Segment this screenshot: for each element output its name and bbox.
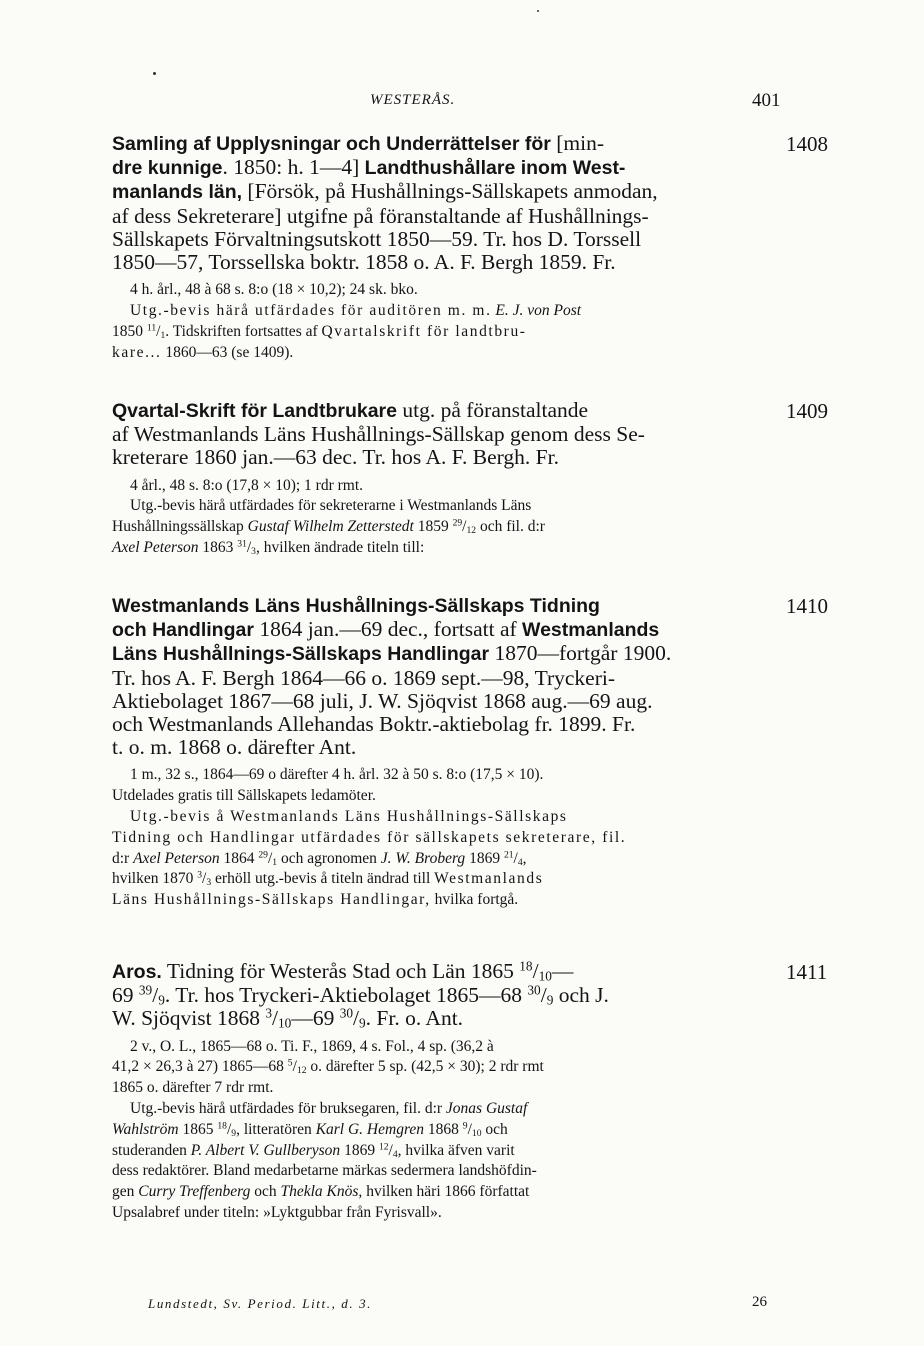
- text-line: Samling af Upplysningar och Underrättelser för [min-: [112, 131, 604, 155]
- text-line: manlands län, [Försök, på Hushållnings-Sällskapets anmodan,: [112, 179, 658, 204]
- note-line: Utg.-bevis härå utfärdades för sekreterarne i Westmanlands Läns: [130, 497, 532, 515]
- note-line: 1865 o. därefter 7 rdr rmt.: [112, 1079, 274, 1097]
- text-line: och Handlingar 1864 jan.—69 dec., fortsatt af Westmanlands: [112, 617, 660, 642]
- signature-mark: 26: [752, 1294, 767, 1310]
- note-line: 41,2 × 26,3 à 27) 1865—68 $^5/_{12}$ o. därefter 5 sp. (42,5 × 30); 2 rdr rmt: [112, 1058, 544, 1077]
- text-line: 69 $^{39}/_9$. Tr. hos Tryckeri-Aktiebolaget 1865—68 $^{30}/_9$ och J.: [112, 982, 609, 1008]
- print-speck: [537, 10, 539, 12]
- note-line: Tidning och Handlingar utfärdades för sällskapets sekreterare, fil.: [112, 828, 627, 846]
- page-number: 401: [752, 90, 781, 111]
- text-line: Aktiebolaget 1867—68 juli, J. W. Sjöqvist 1868 aug.—69 aug.: [112, 688, 653, 713]
- entry-1410: [112, 594, 780, 911]
- text-line: Aros. Tidning för Westerås Stad och Län 1865 $^{18}/_{10}—$: [112, 958, 574, 984]
- note-line: 2 v., O. L., 1865—68 o. Ti. F., 1869, 4 s. Fol., 4 sp. (36,2 à: [130, 1037, 494, 1055]
- note-line: studeranden P. Albert V. Gullberyson 1869 $^{12}/_4$, hvilka äfven varit: [112, 1141, 515, 1160]
- text-line: Sällskapets Förvaltningsutskott 1850—59. Tr. hos D. Torssell: [112, 226, 642, 251]
- note-line: Utg.-bevis härå utfärdades för bruksegaren, fil. d:r Jonas Gustaf: [130, 1100, 528, 1117]
- text-line: kreterare 1860 jan.—63 dec. Tr. hos A. F. Bergh. Fr.: [112, 445, 559, 470]
- note-line: d:r Axel Peterson 1864 $^{29}/_1$ och agronomen J. W. Broberg 1869 $^{21}/_4$,: [112, 849, 527, 868]
- entry-number: 1410: [786, 594, 828, 618]
- entry-notes: [112, 765, 780, 911]
- entry-main-text: [112, 960, 780, 1031]
- note-line: Utg.-bevis härå utfärdades för auditören m. m. E. J. von Post: [130, 302, 582, 320]
- entry-notes: [112, 476, 780, 559]
- note-line: Wahlström 1865 $^{18}/_9$, litteratören Karl G. Hemgren 1868 $^9/_{10}$ och: [112, 1120, 508, 1139]
- note-line: hvilken 1870 $^3/_3$ erhöll utg.-bevis å titeln ändrad till Westmanlands: [112, 870, 544, 889]
- note-line: 1850 $^{11}/_1$. Tidskriften fortsattes af Qvartalskrift för landtbru-: [112, 322, 527, 341]
- text-line: och Westmanlands Allehandas Boktr.-aktiebolag fr. 1899. Fr.: [112, 712, 636, 737]
- entry-notes: [112, 1037, 780, 1224]
- note-line: Axel Peterson 1863 $^{31}/_3$, hvilken ändrade titeln till:: [112, 538, 425, 557]
- entry-number: 1411: [786, 960, 828, 984]
- text-line: 1850—57, Torssellska boktr. 1858 o. A. F. Bergh 1859. Fr.: [112, 250, 616, 275]
- footer-note: Lundstedt, Sv. Period. Litt., d. 3.: [148, 1296, 373, 1311]
- note-line: kare... 1860—63 (se 1409).: [112, 343, 294, 361]
- text-line: Tr. hos A. F. Bergh 1864—66 o. 1869 sept.—98, Tryckeri-: [112, 665, 615, 690]
- entry-notes: [112, 280, 780, 363]
- print-speck: [153, 72, 156, 75]
- text-line: Westmanlands Läns Hushållnings-Sällskaps Tidning: [112, 595, 600, 617]
- note-line: 1 m., 32 s., 1864—69 o därefter 4 h. årl. 32 à 50 s. 8:o (17,5 × 10).: [130, 766, 544, 784]
- text-line: Qvartal-Skrift för Landtbrukare utg. på föranstaltande: [112, 398, 589, 422]
- note-line: 4 årl., 48 s. 8:o (17,8 × 10); 1 rdr rmt.: [130, 476, 364, 494]
- text-line: af Westmanlands Läns Hushållnings-Sällskap genom dess Se-: [112, 422, 645, 447]
- running-header: WESTERÅS.: [370, 92, 456, 108]
- text-line: Läns Hushållnings-Sällskaps Handlingar 1870—fortgår 1900.: [112, 641, 672, 666]
- note-line: 4 h. årl., 48 à 68 s. 8:o (18 × 10,2); 24 sk. bko.: [130, 281, 418, 299]
- text-line: dre kunnige. 1850: h. 1—4] Landthushållare inom West-: [112, 155, 626, 180]
- entry-1409: [112, 399, 780, 559]
- note-line: Läns Hushållnings-Sällskaps Handlingar, hvilka fortgå.: [112, 891, 519, 909]
- text-line: W. Sjöqvist 1868 $^3/_{10}—69$ $^{30}/_9$. Fr. o. Ant.: [112, 1006, 464, 1032]
- note-line: Utdelades gratis till Sällskapets ledamöter.: [112, 787, 376, 805]
- entry-1408: [112, 132, 780, 363]
- note-line: Upsalabref under titeln: »Lyktgubbar från Fyrisvall».: [112, 1203, 442, 1221]
- text-line: t. o. m. 1868 o. därefter Ant.: [112, 735, 357, 760]
- note-line: gen Curry Treffenberg och Thekla Knös, hvilken häri 1866 författat: [112, 1183, 530, 1201]
- entry-1411: [112, 960, 780, 1224]
- entry-number: 1409: [786, 399, 828, 423]
- text-line: af dess Sekreterare] utgifne på föranstaltande af Hushållnings-: [112, 203, 649, 228]
- entry-main-text: [112, 132, 780, 274]
- entry-main-text: [112, 399, 780, 470]
- note-line: dess redaktörer. Bland medarbetarne märkas sedermera landshöfdin-: [112, 1162, 537, 1180]
- note-line: Utg.-bevis å Westmanlands Läns Hushållnings-Sällskaps: [130, 808, 568, 826]
- note-line: Hushållningssällskap Gustaf Wilhelm Zetterstedt 1859 $^{29}/_{12}$ och fil. d:r: [112, 517, 545, 537]
- entry-main-text: [112, 594, 780, 759]
- entry-number: 1408: [786, 132, 828, 156]
